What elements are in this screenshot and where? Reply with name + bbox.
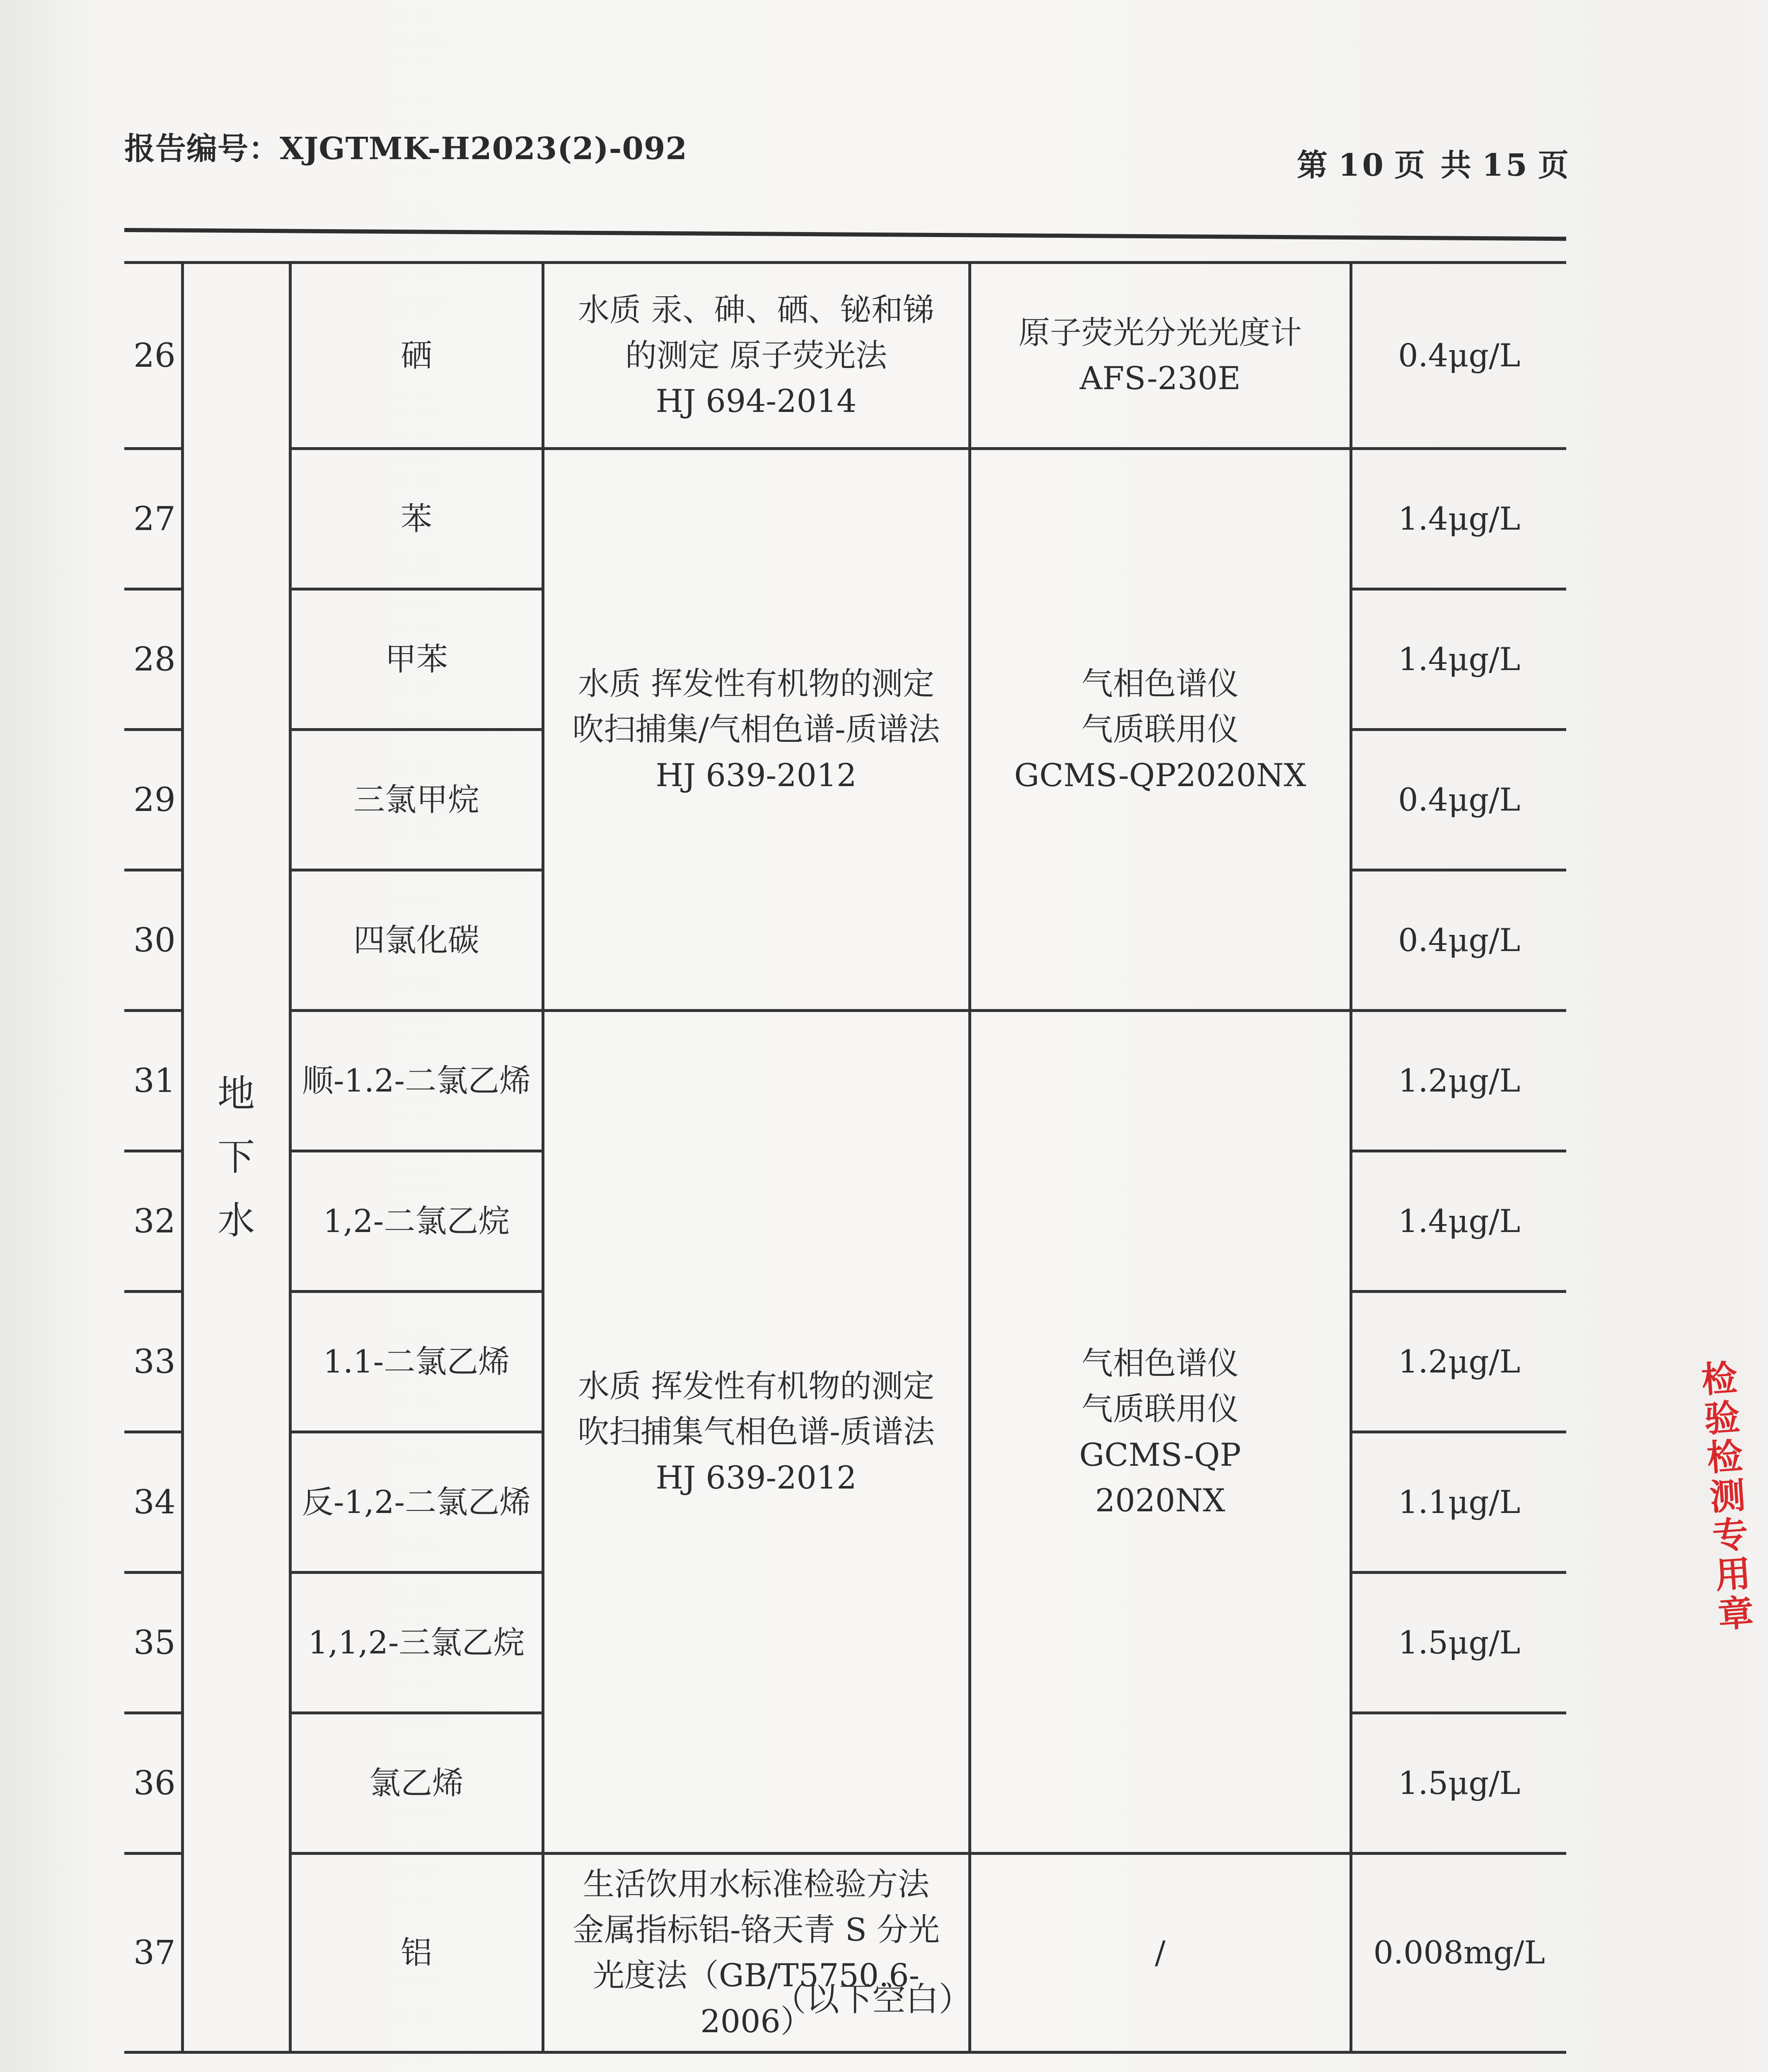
page-indicator	[1293, 141, 1575, 185]
row-number: 35	[124, 1573, 182, 1713]
method-cell: 水质 汞、砷、硒、铋和锑 的测定 原子荧光法 HJ 694-2014	[543, 263, 970, 449]
row-number: 32	[124, 1151, 182, 1292]
test-item: 铝	[290, 1854, 543, 2053]
row-number: 27	[124, 449, 182, 589]
instrument-cell: 气相色谱仪 气质联用仪 GCMS-QP2020NX	[970, 449, 1351, 1011]
page-prefix: 第	[1297, 148, 1330, 183]
test-method-table	[124, 261, 1566, 2054]
detection-limit: 0.4μg/L	[1351, 263, 1566, 449]
table-row	[124, 1854, 1566, 2053]
row-number: 30	[124, 870, 182, 1011]
row-number: 28	[124, 589, 182, 730]
test-item: 三氯甲烷	[290, 730, 543, 870]
detection-limit: 1.2μg/L	[1351, 1292, 1566, 1432]
detection-limit: 1.2μg/L	[1351, 1011, 1566, 1151]
table-row	[124, 263, 1566, 449]
row-number: 31	[124, 1011, 182, 1151]
test-item: 四氯化碳	[290, 870, 543, 1011]
detection-limit: 1.4μg/L	[1351, 1151, 1566, 1292]
table-row	[124, 449, 1566, 589]
test-item: 氯乙烯	[290, 1713, 543, 1854]
instrument-cell: 气相色谱仪 气质联用仪 GCMS-QP 2020NX	[970, 1011, 1351, 1854]
blank-below-note: （以下空白）	[773, 1980, 972, 2019]
page-suffix: 页	[1538, 148, 1571, 183]
instrument-cell: /	[970, 1854, 1351, 2053]
method-cell: 水质 挥发性有机物的测定 吹扫捕集气相色谱-质谱法 HJ 639-2012	[543, 1011, 970, 1854]
sample-category: 地 下 水	[182, 263, 290, 2053]
detection-limit: 0.008mg/L	[1351, 1854, 1566, 2053]
page-total: 15	[1482, 148, 1530, 183]
page-current: 10	[1338, 148, 1386, 183]
instrument-cell: 原子荧光分光光度计 AFS-230E	[970, 263, 1351, 449]
test-item: 1,1,2-三氯乙烷	[290, 1573, 543, 1713]
detection-limit: 1.5μg/L	[1351, 1573, 1566, 1713]
row-number: 37	[124, 1854, 182, 2053]
detection-limit: 1.5μg/L	[1351, 1713, 1566, 1854]
row-number: 29	[124, 730, 182, 870]
detection-limit: 1.4μg/L	[1351, 589, 1566, 730]
row-number: 34	[124, 1432, 182, 1573]
test-item: 反-1,2-二氯乙烯	[290, 1432, 543, 1573]
method-cell: 水质 挥发性有机物的测定 吹扫捕集/气相色谱-质谱法 HJ 639-2012	[543, 449, 970, 1011]
row-number: 36	[124, 1713, 182, 1854]
row-number: 33	[124, 1292, 182, 1432]
detection-limit: 1.4μg/L	[1351, 449, 1566, 589]
test-item: 甲苯	[290, 589, 543, 730]
detection-limit: 0.4μg/L	[1351, 870, 1566, 1011]
row-number: 26	[124, 263, 182, 449]
report-number: 报告编号：XJGTMK-H2023(2)-092	[124, 131, 687, 167]
test-item: 1.1-二氯乙烯	[290, 1292, 543, 1432]
seal-stamp: 检 验 检 测 专 用 章	[1700, 1357, 1755, 1636]
detection-limit: 1.1μg/L	[1351, 1432, 1566, 1573]
test-method-table-wrapper	[124, 261, 1566, 2054]
test-item: 苯	[290, 449, 543, 589]
detection-limit: 0.4μg/L	[1351, 730, 1566, 870]
test-item: 硒	[290, 263, 543, 449]
method-cell: 生活饮用水标准检验方法 金属指标铝-铬天青 S 分光 光度法（GB/T5750.6-2006）	[543, 1854, 970, 2053]
table-row	[124, 1011, 1566, 1151]
test-item: 1,2-二氯乙烷	[290, 1151, 543, 1292]
test-item: 顺-1.2-二氯乙烯	[290, 1011, 543, 1151]
page-mid: 页 共	[1394, 148, 1474, 183]
